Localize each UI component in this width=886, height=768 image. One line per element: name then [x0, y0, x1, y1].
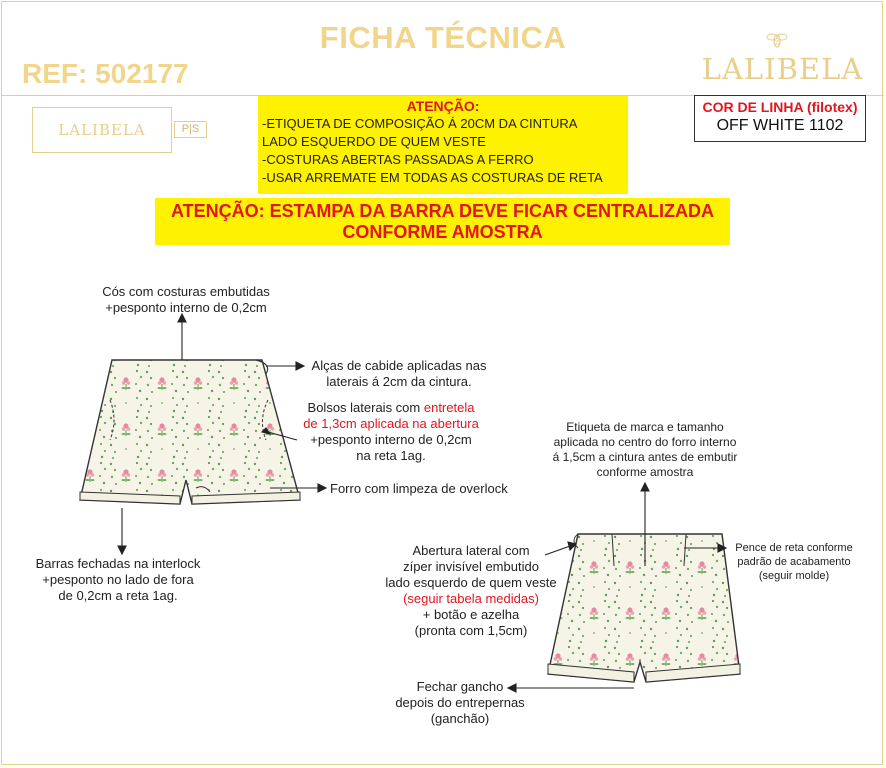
note-line: Cós com costuras embutidas: [102, 284, 270, 299]
reference-number: REF: 502177: [22, 58, 189, 89]
note-line: padrão de acabamento: [737, 556, 851, 568]
note-line: lado esquerdo de quem veste: [385, 575, 557, 590]
size-label-box: P|S: [174, 121, 207, 138]
waistband-note: [100, 284, 272, 316]
brand-label-box: LALIBELA: [32, 107, 172, 153]
note-line: Pence de reta conforme: [735, 542, 853, 554]
banner-line: ATENÇÃO: ESTAMPA DA BARRA DEVE FICAR CENTRALIZADA: [171, 201, 714, 221]
hems-note: [30, 556, 206, 604]
crotch-note: [384, 679, 536, 727]
note-line: + botão e azelha: [422, 607, 520, 622]
note-line: +pesponto interno de 0,2cm: [105, 300, 267, 315]
brand-label-note: [536, 420, 754, 480]
note-line: Etiqueta de marca e tamanho: [566, 420, 724, 434]
note-line: zíper invisível embutido: [403, 559, 539, 574]
note-highlight: (seguir tabela medidas): [403, 591, 539, 606]
note-line: (seguir molde): [758, 570, 830, 582]
note-line: (ganchão): [430, 711, 490, 726]
lining-note: Forro com limpeza de overlock: [330, 481, 508, 496]
note-line: (pronta com 1,5cm): [414, 623, 528, 638]
thread-color-label: COR DE LINHA (filotex): [702, 99, 858, 115]
note-line: Abertura lateral com: [412, 543, 530, 558]
attention-heading: ATENÇÃO:: [406, 98, 480, 114]
note-line: na reta 1ag.: [356, 448, 426, 463]
darts-note: [726, 541, 862, 583]
attention-line: -COSTURAS ABERTAS PASSADAS A FERRO: [262, 152, 534, 167]
thread-color-value: OFF WHITE 1102: [716, 117, 844, 134]
hanger-loops-note: [306, 358, 492, 390]
note-line: +pesponto interno de 0,2cm: [310, 432, 472, 447]
note-line: Alças de cabide aplicadas nas: [311, 358, 487, 373]
note-highlight: entretela: [423, 400, 475, 415]
note-line: Bolsos laterais com: [307, 400, 424, 415]
note-line: de 0,2cm a reta 1ag.: [58, 588, 178, 603]
note-line: depois do entrepernas: [395, 695, 525, 710]
note-line: laterais á 2cm da cintura.: [326, 374, 472, 389]
attention-line: LADO ESQUERDO DE QUEM VESTE: [262, 134, 486, 149]
pockets-note: [296, 400, 486, 464]
note-line: aplicada no centro do forro interno: [553, 435, 737, 449]
brand-logo: LALIBELA: [701, 52, 864, 86]
note-highlight: de 1,3cm aplicada na abertura: [303, 416, 479, 431]
attention-line: -USAR ARREMATE EM TODAS AS COSTURAS DE RETA: [262, 170, 603, 185]
page-title: FICHA TÉCNICA: [319, 20, 567, 55]
note-line: á 1,5cm a cintura antes de embutir: [552, 450, 738, 464]
zipper-note: [374, 543, 568, 639]
note-line: Fechar gancho: [416, 679, 504, 694]
note-line: conforme amostra: [596, 465, 694, 479]
note-line: Barras fechadas na interlock: [35, 556, 201, 571]
banner-line: CONFORME AMOSTRA: [342, 222, 543, 242]
back-shorts-drawing: [548, 534, 740, 682]
note-line: +pesponto no lado de fora: [42, 572, 194, 587]
attention-line: -ETIQUETA DE COMPOSIÇÃO Á 20CM DA CINTURA: [262, 116, 578, 131]
